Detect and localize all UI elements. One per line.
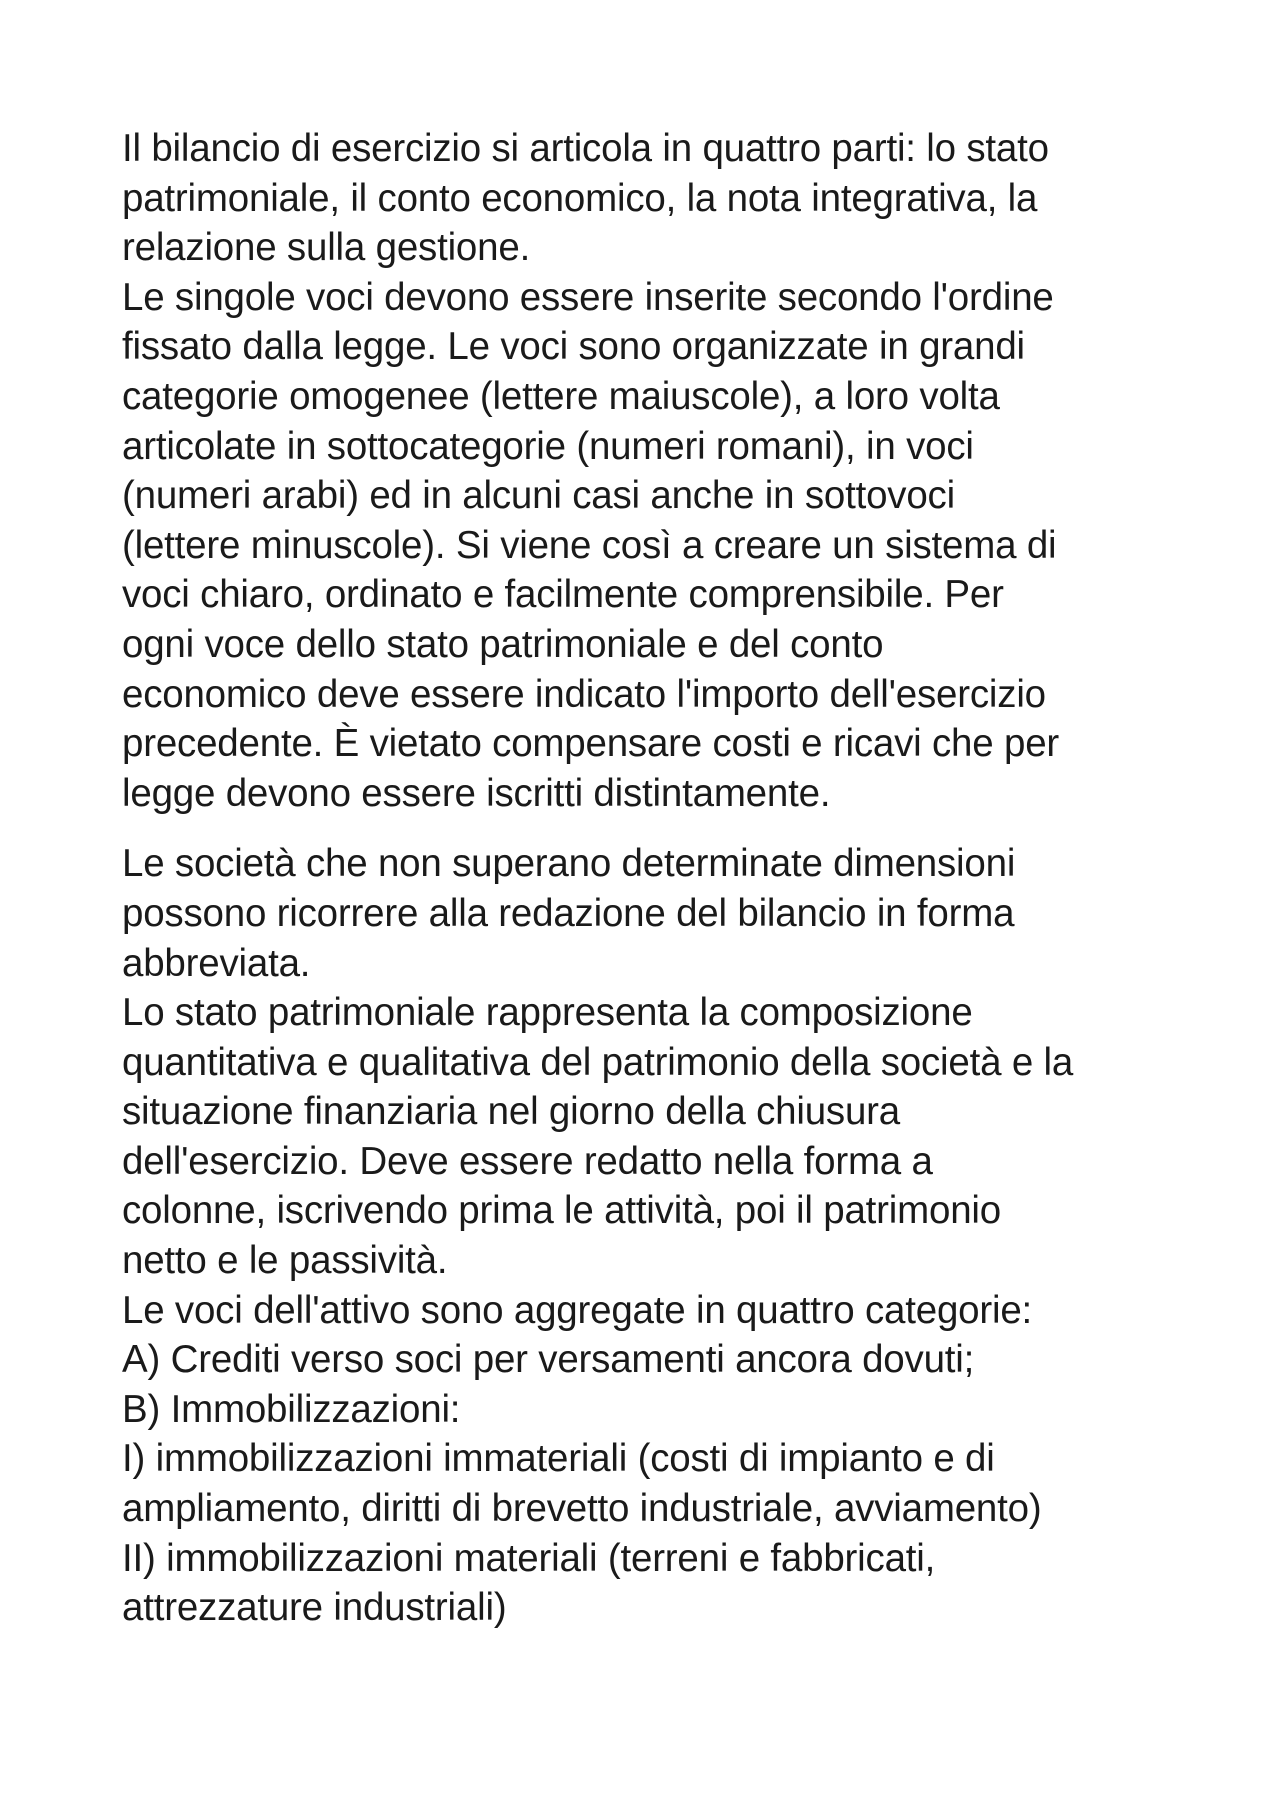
text-line: dell'esercizio. Deve essere redatto nella forma a (122, 1139, 933, 1183)
text-line: categorie omogenee (lettere maiuscole), a loro volta (122, 374, 1000, 418)
text-line: Lo stato patrimoniale rappresenta la composizione (122, 991, 973, 1035)
text-line: (lettere minuscole). Si viene così a creare un sistema di (122, 523, 1057, 567)
text-line: quantitativa e qualitativa del patrimonio della società e la (122, 1040, 1074, 1084)
text-line: netto e le passività. (122, 1239, 448, 1283)
text-line: patrimoniale, il conto economico, la nota integrativa, la (122, 176, 1038, 220)
text-line: ogni voce dello stato patrimoniale e del conto (122, 622, 884, 666)
text-line: relazione sulla gestione. (122, 226, 531, 270)
text-line: fissato dalla legge. Le voci sono organizzate in grandi (122, 325, 1025, 369)
list-item-line: II) immobilizzazioni materiali (terreni e fabbricati, (122, 1536, 936, 1580)
text-line: precedente. È vietato compensare costi e ricavi che per (122, 722, 1060, 766)
text-line: abbreviata. (122, 941, 311, 985)
document-body (122, 124, 1182, 1633)
text-line: articolate in sottocategorie (numeri romani), in voci (122, 424, 974, 468)
paragraph-block-1 (122, 124, 1182, 818)
paragraph-block-2 (122, 839, 1182, 1633)
text-line: legge devono essere iscritti distintamente. (122, 771, 831, 815)
text-line: Le società che non superano determinate dimensioni (122, 842, 1016, 886)
list-item-line: ampliamento, diritti di brevetto industriale, avviamento) (122, 1487, 1042, 1531)
text-line: voci chiaro, ordinato e facilmente comprensibile. Per (122, 573, 1004, 617)
text-line: Il bilancio di esercizio si articola in quattro parti: lo stato (122, 127, 1049, 170)
text-line: possono ricorrere alla redazione del bilancio in forma (122, 891, 1015, 935)
text-line: Le singole voci devono essere inserite secondo l'ordine (122, 275, 1054, 319)
text-line: economico deve essere indicato l'importo dell'esercizio (122, 672, 1046, 716)
text-line: colonne, iscrivendo prima le attività, poi il patrimonio (122, 1189, 1001, 1233)
list-item-line: I) immobilizzazioni immateriali (costi di impianto e di (122, 1437, 995, 1481)
list-item-line: A) Crediti verso soci per versamenti ancora dovuti; (122, 1338, 975, 1382)
list-item-line: attrezzature industriali) (122, 1586, 507, 1630)
list-item-line: B) Immobilizzazioni: (122, 1387, 461, 1431)
paragraph-gap (122, 818, 1182, 839)
text-line: (numeri arabi) ed in alcuni casi anche in sottovoci (122, 474, 955, 518)
text-line: Le voci dell'attivo sono aggregate in quattro categorie: (122, 1288, 1033, 1332)
text-line: situazione finanziaria nel giorno della chiusura (122, 1090, 900, 1134)
